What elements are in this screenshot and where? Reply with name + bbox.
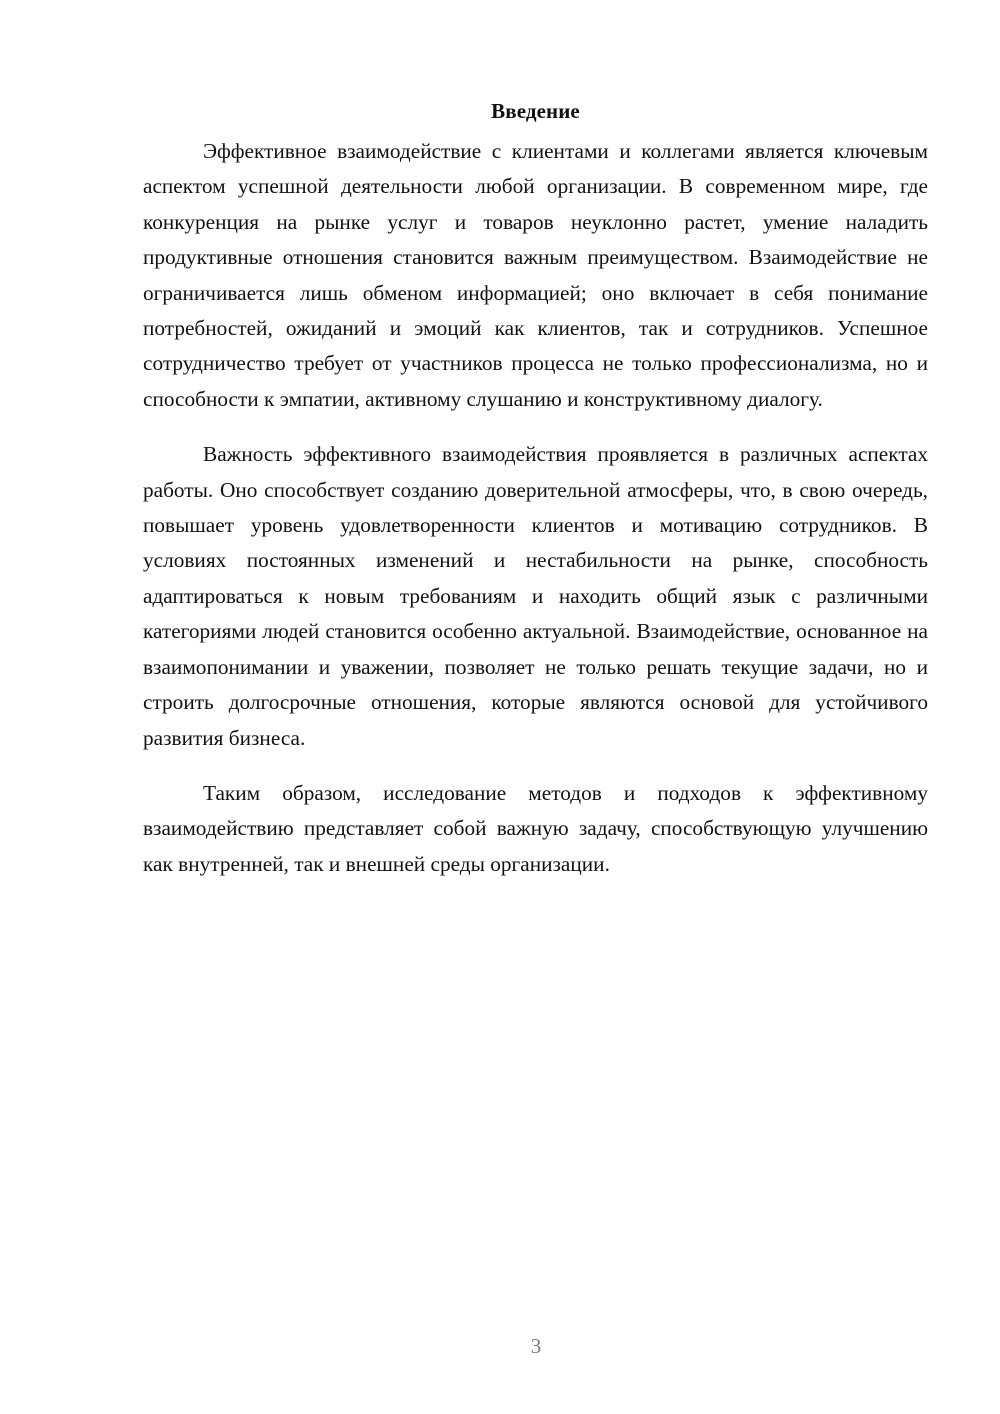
page-content	[143, 96, 928, 902]
paragraph-1: Эффективное взаимодействие с клиентами и коллегами является ключевым аспектом успешной деятельности любой организации. В современном мире, где конкуренция на рынке услуг и товаров неуклонно растет, умение наладить продуктивные отношения становится важным преимуществом. Взаимодействие не ограничивается лишь обменом информацией; оно включает в себя понимание потребностей, ожиданий и эмоций как клиентов, так и сотрудников. Успешное сотрудничество требует от участников процесса не только профессионализма, но и способности к эмпатии, активному слушанию и конструктивному диалогу.	[143, 139, 928, 411]
paragraph-2: Важность эффективного взаимодействия проявляется в различных аспектах работы. Оно способствует созданию доверительной атмосферы, что, в свою очередь, повышает уровень удовлетворенности клиентов и мотивацию сотрудников. В условиях постоянных изменений и нестабильности на рынке, способность адаптироваться к новым требованиям и находить общий язык с различными категориями людей становится особенно актуальной. Взаимодействие, основанное на взаимопонимании и уважении, позволяет не только решать текущие задачи, но и строить долгосрочные отношения, которые являются основой для устойчивого развития бизнеса.	[143, 442, 928, 750]
page-number: 3	[530, 1334, 542, 1358]
section-heading: Введение	[491, 99, 580, 123]
paragraph-3: Таким образом, исследование методов и подходов к эффективному взаимодействию представляет собой важную задачу, способствующую улучшению как внутренней, так и внешней среды организации.	[143, 780, 928, 876]
